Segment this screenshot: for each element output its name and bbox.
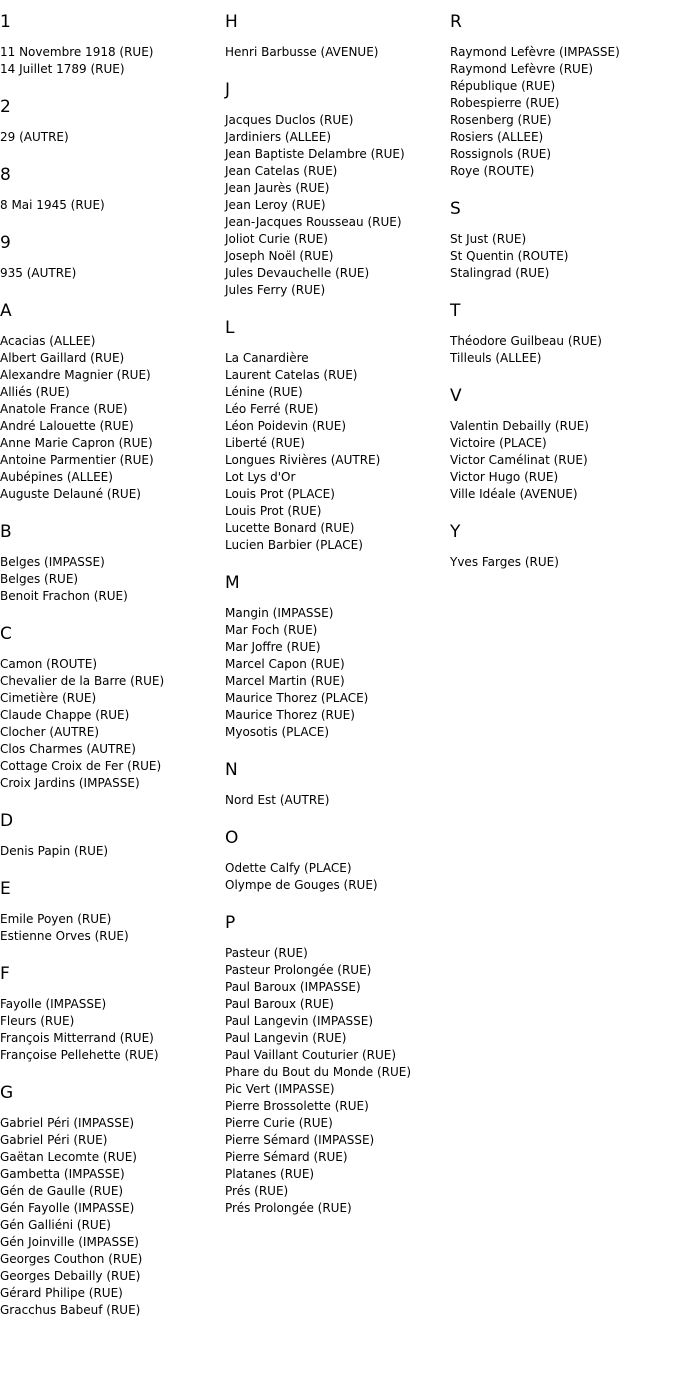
letter-heading: 2 xyxy=(0,97,11,117)
street-link[interactable]: Antoine Parmentier (RUE) xyxy=(0,453,154,467)
street-link[interactable]: Stalingrad (RUE) xyxy=(450,266,550,280)
street-list xyxy=(0,197,225,214)
street-link[interactable]: Cimetière (RUE) xyxy=(0,691,97,705)
street-link[interactable]: 935 (AUTRE) xyxy=(0,266,77,280)
street-link[interactable]: Yves Farges (RUE) xyxy=(450,555,559,569)
letter-heading: O xyxy=(225,828,239,848)
street-link[interactable]: Jean Leroy (RUE) xyxy=(225,198,326,212)
street-link[interactable]: Mar Joffre (RUE) xyxy=(225,640,321,654)
letter-group-m xyxy=(225,571,450,741)
letter-heading: A xyxy=(0,301,12,321)
street-link[interactable]: Chevalier de la Barre (RUE) xyxy=(0,674,165,688)
street-list xyxy=(0,911,225,945)
street-link[interactable]: Lucette Bonard (RUE) xyxy=(225,521,355,535)
street-list xyxy=(225,605,450,741)
street-link[interactable]: Alexandre Magnier (RUE) xyxy=(0,368,151,382)
street-list xyxy=(225,945,450,1217)
street-link[interactable]: Tilleuls (ALLEE) xyxy=(450,351,542,365)
street-link[interactable]: Gén Fayolle (IMPASSE) xyxy=(0,1201,135,1215)
letter-group-b xyxy=(0,520,225,605)
street-list xyxy=(225,860,450,894)
street-link[interactable]: Ville Idéale (AVENUE) xyxy=(450,487,578,501)
street-link[interactable]: Croix Jardins (IMPASSE) xyxy=(0,776,140,790)
street-link[interactable]: Anne Marie Capron (RUE) xyxy=(0,436,153,450)
letter-group-a xyxy=(0,299,225,503)
street-link[interactable]: Cottage Croix de Fer (RUE) xyxy=(0,759,162,773)
letter-heading: 1 xyxy=(0,12,11,32)
letter-heading: T xyxy=(450,301,461,321)
street-link[interactable]: Robespierre (RUE) xyxy=(450,96,560,110)
street-link[interactable]: Aubépines (ALLEE) xyxy=(0,470,113,484)
street-link[interactable]: Jules Ferry (RUE) xyxy=(225,283,326,297)
street-list xyxy=(450,333,675,367)
street-link[interactable]: Paul Langevin (IMPASSE) xyxy=(225,1014,374,1028)
street-link[interactable]: Raymond Lefèvre (IMPASSE) xyxy=(450,45,620,59)
street-link[interactable]: Myosotis (PLACE) xyxy=(225,725,330,739)
street-list xyxy=(225,350,450,554)
street-link[interactable]: Gracchus Babeuf (RUE) xyxy=(0,1303,141,1317)
street-list xyxy=(0,44,225,78)
street-link[interactable]: Olympe de Gouges (RUE) xyxy=(225,878,378,892)
street-link[interactable]: Joseph Noël (RUE) xyxy=(225,249,334,263)
street-link[interactable]: Jean Jaurès (RUE) xyxy=(225,181,330,195)
street-link[interactable]: Clos Charmes (AUTRE) xyxy=(0,742,136,756)
street-link[interactable]: Jean Baptiste Delambre (RUE) xyxy=(225,147,405,161)
street-link[interactable]: Paul Baroux (RUE) xyxy=(225,997,334,1011)
street-link[interactable]: Nord Est (AUTRE) xyxy=(225,793,330,807)
street-link[interactable]: Paul Baroux (IMPASSE) xyxy=(225,980,361,994)
street-link[interactable]: Victor Camélinat (RUE) xyxy=(450,453,588,467)
street-link[interactable]: Joliot Curie (RUE) xyxy=(225,232,328,246)
street-link[interactable]: Jardiniers (ALLEE) xyxy=(225,130,331,144)
street-link[interactable]: Pic Vert (IMPASSE) xyxy=(225,1082,335,1096)
street-link[interactable]: Odette Calfy (PLACE) xyxy=(225,861,352,875)
street-link[interactable]: Gaëtan Lecomte (RUE) xyxy=(0,1150,137,1164)
street-link[interactable]: Pierre Sémard (RUE) xyxy=(225,1150,348,1164)
street-link[interactable]: Anatole France (RUE) xyxy=(0,402,128,416)
street-link[interactable]: Raymond Lefèvre (RUE) xyxy=(450,62,594,76)
street-link[interactable]: Fayolle (IMPASSE) xyxy=(0,997,107,1011)
street-link[interactable]: Acacias (ALLEE) xyxy=(0,334,96,348)
street-link[interactable]: Léon Poidevin (RUE) xyxy=(225,419,347,433)
street-link[interactable]: Maurice Thorez (RUE) xyxy=(225,708,355,722)
street-link[interactable]: Lucien Barbier (PLACE) xyxy=(225,538,363,552)
street-link[interactable]: 8 Mai 1945 (RUE) xyxy=(0,198,105,212)
street-link[interactable]: Pasteur Prolongée (RUE) xyxy=(225,963,372,977)
street-link[interactable]: Auguste Delauné (RUE) xyxy=(0,487,141,501)
street-list xyxy=(225,44,450,61)
street-list xyxy=(0,843,225,860)
letter-group-1 xyxy=(0,10,225,78)
street-link[interactable]: 29 (AUTRE) xyxy=(0,130,69,144)
street-link[interactable]: Laurent Catelas (RUE) xyxy=(225,368,358,382)
letter-group-g xyxy=(0,1081,225,1319)
street-link[interactable]: Claude Chappe (RUE) xyxy=(0,708,130,722)
letter-group-2 xyxy=(0,95,225,146)
street-list xyxy=(0,265,225,282)
street-link[interactable]: Lot Lys d'Or xyxy=(225,470,296,484)
street-link[interactable]: François Mitterrand (RUE) xyxy=(0,1031,154,1045)
street-list xyxy=(0,129,225,146)
letter-heading: V xyxy=(450,386,462,406)
street-link[interactable]: Liberté (RUE) xyxy=(225,436,305,450)
street-list xyxy=(0,554,225,605)
index-column-3 xyxy=(450,10,675,571)
street-link[interactable]: Gambetta (IMPASSE) xyxy=(0,1167,125,1181)
street-link[interactable]: Alliés (RUE) xyxy=(0,385,70,399)
street-link[interactable]: Mar Foch (RUE) xyxy=(225,623,318,637)
letter-heading: G xyxy=(0,1083,14,1103)
street-link[interactable]: 14 Juillet 1789 (RUE) xyxy=(0,62,125,76)
street-link[interactable]: Phare du Bout du Monde (RUE) xyxy=(225,1065,412,1079)
street-link[interactable]: République (RUE) xyxy=(450,79,556,93)
street-link[interactable]: Prés Prolongée (RUE) xyxy=(225,1201,352,1215)
letter-group-9 xyxy=(0,231,225,282)
street-link[interactable]: Georges Debailly (RUE) xyxy=(0,1269,141,1283)
street-link[interactable]: Fleurs (RUE) xyxy=(0,1014,75,1028)
street-link[interactable]: Gabriel Péri (IMPASSE) xyxy=(0,1116,135,1130)
street-link[interactable]: Prés (RUE) xyxy=(225,1184,289,1198)
street-link[interactable]: Mangin (IMPASSE) xyxy=(225,606,334,620)
street-list xyxy=(450,418,675,503)
street-link[interactable]: Jean-Jacques Rousseau (RUE) xyxy=(225,215,402,229)
street-link[interactable]: Françoise Pellehette (RUE) xyxy=(0,1048,159,1062)
street-link[interactable]: Victoire (PLACE) xyxy=(450,436,547,450)
letter-heading: H xyxy=(225,12,238,32)
street-link[interactable]: Jules Devauchelle (RUE) xyxy=(225,266,370,280)
street-link[interactable]: Henri Barbusse (AVENUE) xyxy=(225,45,379,59)
letter-group-8 xyxy=(0,163,225,214)
street-link[interactable]: Théodore Guilbeau (RUE) xyxy=(450,334,602,348)
street-link[interactable]: Pierre Sémard (IMPASSE) xyxy=(225,1133,375,1147)
street-link[interactable]: Clocher (AUTRE) xyxy=(0,725,99,739)
street-link[interactable]: La Canardière xyxy=(225,351,309,365)
street-link[interactable]: Pierre Curie (RUE) xyxy=(225,1116,333,1130)
letter-group-o xyxy=(225,826,450,894)
letter-heading: L xyxy=(225,318,235,338)
letter-heading: R xyxy=(450,12,462,32)
street-list xyxy=(450,44,675,180)
street-link[interactable]: Albert Gaillard (RUE) xyxy=(0,351,125,365)
letter-group-r xyxy=(450,10,675,180)
street-link[interactable]: Rosiers (ALLEE) xyxy=(450,130,544,144)
street-link[interactable]: Paul Vaillant Couturier (RUE) xyxy=(225,1048,397,1062)
street-link[interactable]: Louis Prot (RUE) xyxy=(225,504,322,518)
street-link[interactable]: Pasteur (RUE) xyxy=(225,946,308,960)
street-link[interactable]: Belges (IMPASSE) xyxy=(0,555,105,569)
street-list xyxy=(0,1115,225,1319)
street-link[interactable]: Gérard Philipe (RUE) xyxy=(0,1286,123,1300)
street-link[interactable]: Gén Galliéni (RUE) xyxy=(0,1218,111,1232)
street-link[interactable]: Léo Ferré (RUE) xyxy=(225,402,319,416)
street-link[interactable]: Jacques Duclos (RUE) xyxy=(225,113,354,127)
letter-group-e xyxy=(0,877,225,945)
letter-group-l xyxy=(225,316,450,554)
letter-group-n xyxy=(225,758,450,809)
letter-heading: Y xyxy=(450,522,461,542)
street-link[interactable]: Roye (ROUTE) xyxy=(450,164,535,178)
letter-heading: J xyxy=(225,80,231,100)
street-list xyxy=(0,996,225,1064)
street-link[interactable]: Louis Prot (PLACE) xyxy=(225,487,335,501)
letter-heading: F xyxy=(0,964,10,984)
street-link[interactable]: Pierre Brossolette (RUE) xyxy=(225,1099,369,1113)
street-link[interactable]: St Just (RUE) xyxy=(450,232,527,246)
letter-group-v xyxy=(450,384,675,503)
street-link[interactable]: Jean Catelas (RUE) xyxy=(225,164,338,178)
letter-heading: C xyxy=(0,624,12,644)
letter-heading: 8 xyxy=(0,165,11,185)
street-link[interactable]: Rosenberg (RUE) xyxy=(450,113,552,127)
street-link[interactable]: 11 Novembre 1918 (RUE) xyxy=(0,45,154,59)
street-list xyxy=(450,554,675,571)
street-link[interactable]: Belges (RUE) xyxy=(0,572,79,586)
index-column-1 xyxy=(0,10,225,1319)
street-link[interactable]: Valentin Debailly (RUE) xyxy=(450,419,589,433)
street-link[interactable]: Gén de Gaulle (RUE) xyxy=(0,1184,124,1198)
letter-group-y xyxy=(450,520,675,571)
letter-heading: D xyxy=(0,811,14,831)
street-link[interactable]: Gabriel Péri (RUE) xyxy=(0,1133,108,1147)
street-link[interactable]: Maurice Thorez (PLACE) xyxy=(225,691,369,705)
street-link[interactable]: André Lalouette (RUE) xyxy=(0,419,134,433)
street-link[interactable]: Marcel Martin (RUE) xyxy=(225,674,345,688)
street-link[interactable]: Gén Joinville (IMPASSE) xyxy=(0,1235,139,1249)
letter-heading: B xyxy=(0,522,12,542)
street-list xyxy=(225,112,450,299)
street-link[interactable]: Marcel Capon (RUE) xyxy=(225,657,345,671)
street-link[interactable]: Camon (ROUTE) xyxy=(0,657,98,671)
letter-group-j xyxy=(225,78,450,299)
letter-heading: E xyxy=(0,879,11,899)
letter-heading: 9 xyxy=(0,233,11,253)
letter-group-t xyxy=(450,299,675,367)
street-link[interactable]: Victor Hugo (RUE) xyxy=(450,470,559,484)
street-list xyxy=(0,333,225,503)
street-list xyxy=(225,792,450,809)
street-link[interactable]: Platanes (RUE) xyxy=(225,1167,315,1181)
letter-group-h xyxy=(225,10,450,61)
letter-group-d xyxy=(0,809,225,860)
letter-heading: N xyxy=(225,760,238,780)
index-column-2 xyxy=(225,10,450,1217)
street-link[interactable]: Rossignols (RUE) xyxy=(450,147,552,161)
letter-heading: M xyxy=(225,573,240,593)
street-link[interactable]: Georges Couthon (RUE) xyxy=(0,1252,143,1266)
street-link[interactable]: Lénine (RUE) xyxy=(225,385,303,399)
street-link[interactable]: Paul Langevin (RUE) xyxy=(225,1031,347,1045)
street-link[interactable]: Emile Poyen (RUE) xyxy=(0,912,112,926)
letter-group-s xyxy=(450,197,675,282)
street-link[interactable]: Estienne Orves (RUE) xyxy=(0,929,129,943)
letter-group-p xyxy=(225,911,450,1217)
letter-heading: S xyxy=(450,199,461,219)
street-link[interactable]: Longues Rivières (AUTRE) xyxy=(225,453,381,467)
street-link[interactable]: St Quentin (ROUTE) xyxy=(450,249,569,263)
letter-heading: P xyxy=(225,913,236,933)
letter-group-f xyxy=(0,962,225,1064)
street-list xyxy=(450,231,675,282)
street-link[interactable]: Benoit Frachon (RUE) xyxy=(0,589,128,603)
street-list xyxy=(0,656,225,792)
letter-group-c xyxy=(0,622,225,792)
street-link[interactable]: Denis Papin (RUE) xyxy=(0,844,109,858)
